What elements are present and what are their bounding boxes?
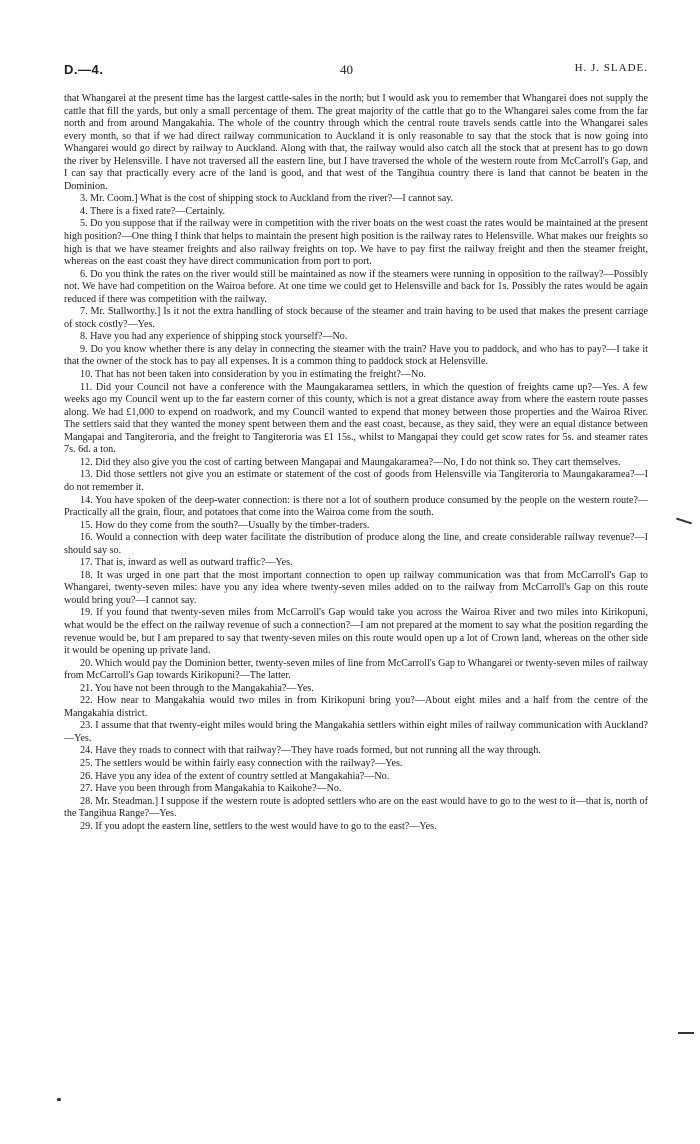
question-3: 3. Mr. Coom.] What is the cost of shipping stock to Auckland from the river?—I cannot say. <box>80 193 454 205</box>
question-17: 17. That is, inward as well as outward traffic?—Yes. <box>80 557 293 569</box>
margin-dot <box>57 1098 61 1101</box>
question-26: 26. Have you any idea of the extent of country settled at Mangakahia?—No. <box>80 770 390 782</box>
question-11: 11. Did your Council not have a conference with the Maungakaramea settlers, in which the question of freights came up?—Yes. A few weeks ago my Council went up to the far eastern corner of this county, which is not a great distance away from where the eastern route passes along. We had £1,000 to expend on roadwork, and my Council wanted to expend that money between those properties and the Wairoa River. The settlers said that they wanted the money spent between them and the east coast, because, as they said, they were an equal distance between Mangapai and Tangiteroria, and the freight to Tangiteroria was £1 15s., whilst to Mangapai they could get scow rates for 5s. and steamer rates 7s. 6d. a ton. <box>64 381 648 456</box>
question-21: 21. You have not been through to the Mangakahia?—Yes. <box>80 682 314 694</box>
document-code: D.—4. <box>64 62 104 77</box>
question-18: 18. It was urged in one part that the most important connection to open up railway communication was that from McCarroll's Gap to Whangarei, twenty-seven miles: have you any idea where twenty-seven miles added on to the railway from McCarroll's Gap on this route would bring you?—I cannot say. <box>64 569 648 606</box>
question-4: 4. There is a fixed rate?—Certainly. <box>80 205 226 217</box>
question-9: 9. Do you know whether there is any delay in connecting the steamer with the train? Have you to paddock, and who has to pay?—I take it that the owner of the stock has to pay all expenses. It is a common thing to paddock stock at Helensville. <box>64 343 648 368</box>
witness-name: H. J. SLADE. <box>574 62 648 74</box>
question-12: 12. Did they also give you the cost of carting between Mangapai and Maungakaramea?—No, I do not think so. They cart themselves. <box>80 456 621 468</box>
question-29: 29. If you adopt the eastern line, settlers to the west would have to go to the east?—Yes. <box>80 820 437 832</box>
question-13: 13. Did those settlers not give you an estimate or statement of the cost of goods from Helensville via Tangiteroria to Maungakaramea?—I do not remember it. <box>64 469 648 493</box>
question-28: 28. Mr. Steadman.] I suppose if the western route is adopted settlers who are on the east would have to go to the west to it—that is, north of the Tangihua Range?—Yes. <box>64 795 648 820</box>
question-10: 10. That has not been taken into consideration by you in estimating the freight?—No. <box>80 369 426 381</box>
question-19: 19. If you found that twenty-seven miles from McCarroll's Gap would take you across the Wairoa River and two miles into Kirikopuni, what would be the effect on the railway revenue of such a connection?—I am not prepared at the moment to say what the position regarding the revenue would be, but I am prepared to say that twenty-seven miles on this route would open up a lot of Crown land, whereas on the other side it would be opening up private land. <box>64 607 648 657</box>
question-15: 15. How do they come from the south?—Usually by the timber-traders. <box>80 519 370 531</box>
question-25: 25. The settlers would be within fairly easy connection with the railway?—Yes. <box>80 757 403 769</box>
document-body <box>64 93 648 833</box>
question-16: 16. Would a connection with deep water facilitate the distribution of produce along the line, and create considerable railway revenue?—I should say so. <box>64 532 648 556</box>
document-page <box>64 62 648 833</box>
question-5: 5. Do you suppose that if the railway were in competition with the river boats on the west coast the rates would be maintained at the present high position?—One thing I think that helps to maintain the present high position is the railway rates to Helensville. What makes our freights so high is that we have steamer freights and also railway freights on top. We have to pay first the railway freight and then the steamer freight, whereas on the east coast they have direct communication from port to port. <box>64 218 648 268</box>
question-6: 6. Do you think the rates on the river would still be maintained as now if the steamers were running in opposition to the railway?—Possibly not. We have had competition on the Wairoa before. At one time we could get to Helensville and back for 1s. Possibly the rates would be again reduced if there was competition with the railway. <box>64 268 648 305</box>
paragraph-continued: that Whangarei at the present time has the largest cattle-sales in the north; but I would ask you to remember that Whangarei does not supply the cattle that fill the yards, but only a small percentage of them. The great majority of the cattle that go to the Whangarei sales come from the far north and from around Mangakahia. The whole of the country through which the central route travels sends cattle into the Whangarei sales every month, so that if we had direct railway communication to Auckland it is only reasonable to say that the stock that is now going into Whangarei would go direct by railway to Auckland. Along with that, the railway would also catch all the stock that at present has to go down the river by Helensville. I have not traversed all the eastern line, but I have traversed the whole of the western route from McCarroll's Gap, and I can say that practically every acre of the land is good, and that west of the Tangihua country there is land that cannot be beaten in the Dominion. <box>64 93 648 192</box>
question-14: 14. You have spoken of the deep-water connection: is there not a lot of southern produce consumed by the people on the western route?—Practically all the grain, flour, and potatoes that come into the Wairoa come from the south. <box>64 494 648 519</box>
question-7: 7. Mr. Stallworthy.] Is it not the extra handling of stock because of the steamer and train having to be used that makes the present carriage of stock costly?—Yes. <box>64 306 648 330</box>
question-20: 20. Which would pay the Dominion better, twenty-seven miles of line from McCarroll's Gap to Whangarei or twenty-seven miles of railway from McCarroll's Gap towards Kirikopuni?—The latter. <box>64 657 648 682</box>
question-23: 23. I assume that that twenty-eight miles would bring the Mangakahia settlers within eight miles of railway communication with Auckland?—Yes. <box>64 720 648 744</box>
question-24: 24. Have they roads to connect with that railway?—They have roads formed, but not running all the way through. <box>80 745 541 757</box>
page-header <box>64 62 648 78</box>
question-8: 8. Have you had any experience of shipping stock yourself?—No. <box>80 331 348 343</box>
question-22: 22. How near to Mangakahia would two miles in from Kirikopuni bring you?—About eight miles and a half from the centre of the Mangakahia district. <box>64 695 648 719</box>
margin-mark-right-lower <box>678 1032 694 1034</box>
question-27: 27. Have you been through from Mangakahia to Kaikohe?—No. <box>80 783 342 795</box>
margin-mark-right-upper <box>676 518 692 525</box>
page-number: 40 <box>340 62 353 77</box>
